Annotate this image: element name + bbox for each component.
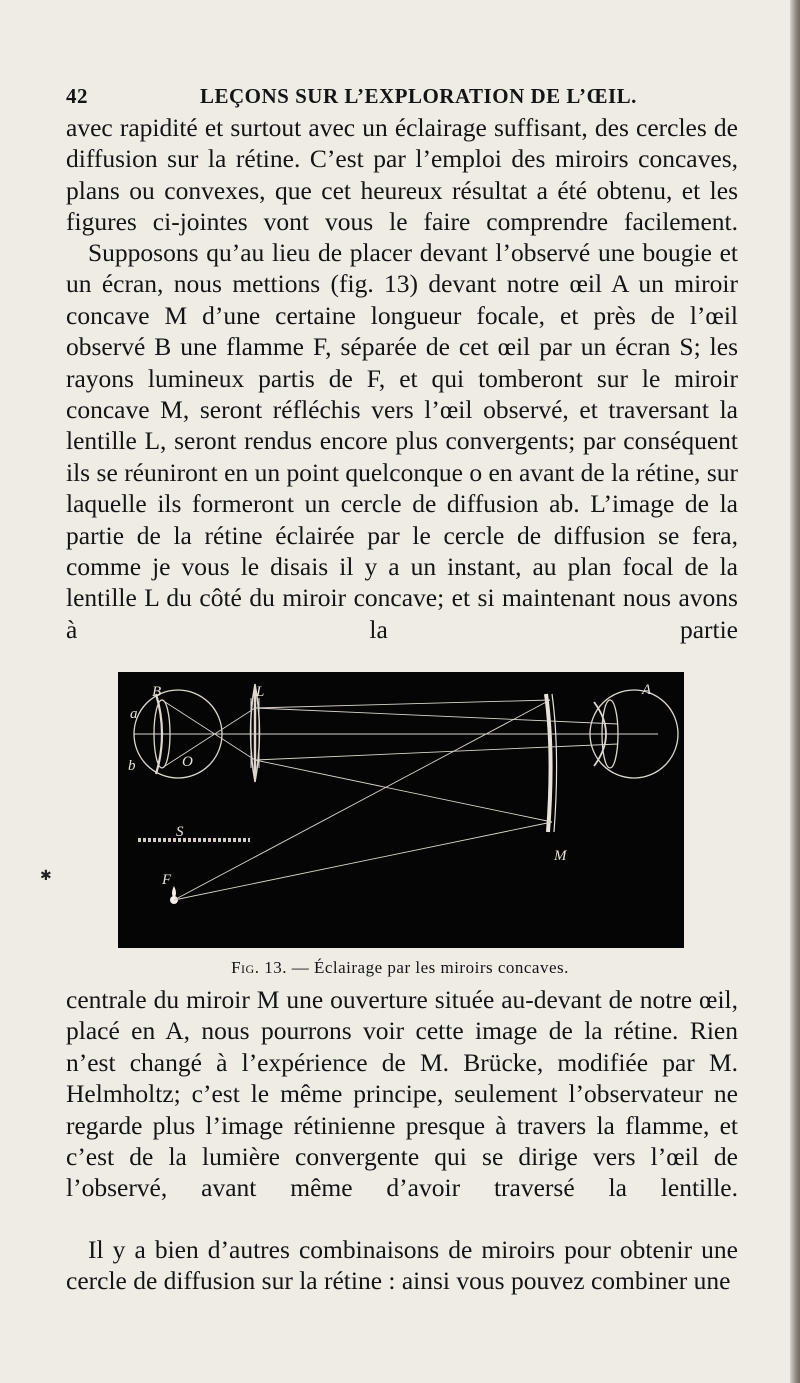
running-title: LEÇONS SUR L’EXPLORATION DE L’ŒIL. <box>200 84 637 108</box>
label-A: A <box>642 682 652 698</box>
margin-mark: ✱ <box>40 869 52 884</box>
paragraph-4: Il y a bien d’autres combinaisons de miroirs pour obtenir une cercle de diffusion sur la rétine : ainsi vous pouvez combiner une <box>66 1235 738 1296</box>
label-b: b <box>128 758 136 774</box>
label-M: M <box>554 848 567 864</box>
page-number: 42 <box>66 84 88 108</box>
label-S: S <box>176 824 184 840</box>
figure-caption <box>0 958 800 978</box>
figure-13-diagram <box>118 672 684 948</box>
label-B: B <box>152 684 162 700</box>
caption-dash: — <box>291 958 310 977</box>
paragraph-2: Supposons qu’au lieu de placer devant l’observé une bougie et un écran, nous mettions (fig. 13) devant notre œil A un miroir concave M d’une certaine longueur focale, et près de l’œil observé B une flamme F, séparée de cet œil par un écran S; les rayons lumineux partis de F, et qui tomberont sur le miroir concave M, seront réfléchis vers l’œil observé, et traversant la lentille L, seront rendus encore plus convergents; par conséquent ils se réuniront en un point quelconque o en avant de la rétine, sur laquelle ils formeront un cercle de diffusion ab. L’image de la partie de la rétine éclairée par le cercle de diffusion se fera, comme je vous le disais il y a un instant, au plan focal de la lentille L du côté du miroir concave; et si maintenant nous avons à la partie <box>66 238 738 644</box>
caption-label: Fig. 13. <box>231 958 287 977</box>
label-F: F <box>162 872 172 888</box>
paragraph-3: centrale du miroir M une ouverture située au-devant de notre œil, placé en A, nous pourrons voir cette image de la rétine. Rien n’est changé à l’expérience de M. Brücke, modifiée par M. Helmholtz; c’est le même principe, seulement l’observateur ne regarde plus l’image rétinienne presque à travers la flamme, et c’est de la lumière convergente qui se dirige vers l’œil de l’observé, avant même d’avoir traversé la lentille. <box>66 985 738 1203</box>
paragraph-1: avec rapidité et surtout avec un éclairage suffisant, des cercles de diffusion sur la rétine. C’est par l’emploi des miroirs concaves, plans ou convexes, que cet heureux résultat a été obtenu, et les figures ci-jointes vont vous le faire comprendre facilement. <box>66 113 738 237</box>
page-edge <box>790 0 800 1383</box>
label-L: L <box>256 684 265 700</box>
label-o: O <box>182 754 193 770</box>
caption-text: Éclairage par les miroirs concaves. <box>313 958 569 977</box>
label-a: a <box>130 706 138 722</box>
